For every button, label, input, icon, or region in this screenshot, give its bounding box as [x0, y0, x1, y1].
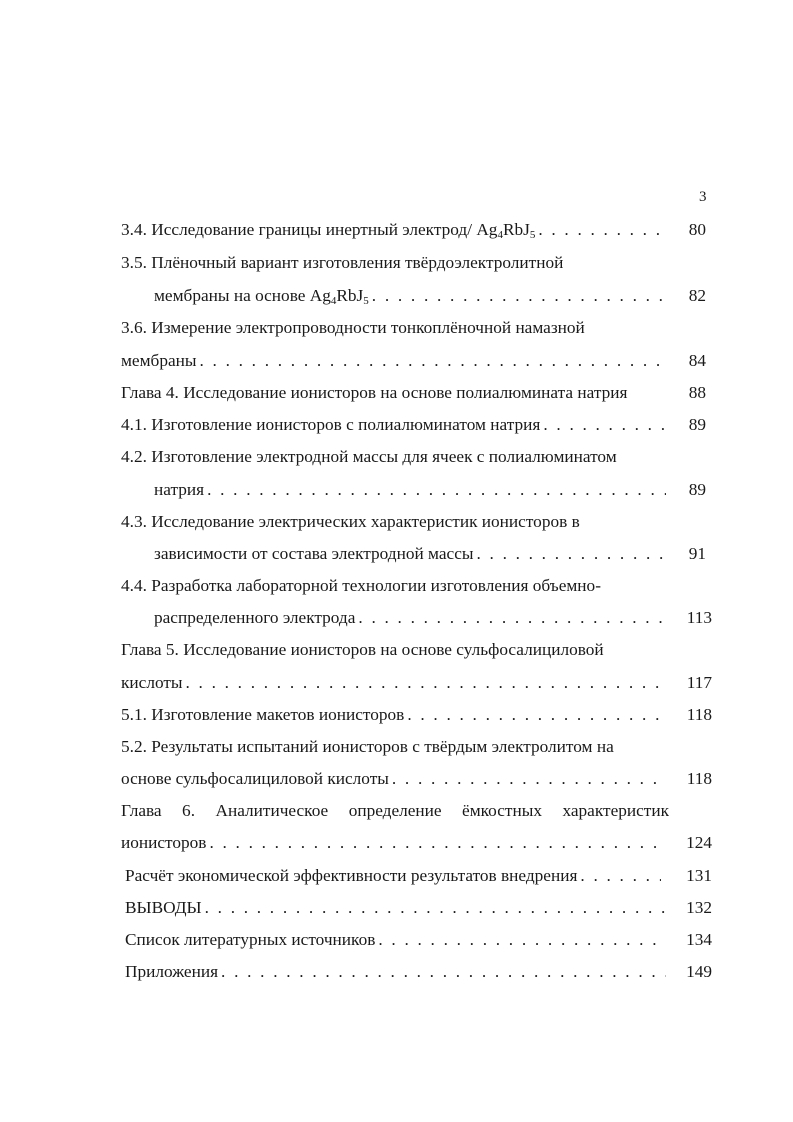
toc-entry-4-2[interactable] — [121, 445, 666, 469]
toc-entry-text: 4.1. Изготовление ионисторов с полиалюминатом натрия — [121, 415, 541, 434]
toc-entry-text: ВЫВОДЫ — [125, 898, 202, 917]
toc-entry-4-3[interactable] — [121, 510, 666, 534]
toc-page: 149 — [686, 962, 712, 981]
toc-entry-text: Список литературных источников — [125, 930, 376, 949]
toc-entry-text: 5.2. Результаты испытаний ионисторов с твёрдым электролитом на — [121, 737, 614, 756]
toc-entry-4-1[interactable] — [121, 413, 666, 437]
leader-dots — [404, 703, 666, 727]
toc-entry-4-4-cont[interactable] — [154, 606, 666, 630]
toc-entry-text: Глава 4. Исследование ионисторов на основе полиалюмината натрия — [121, 383, 628, 402]
page-number: 3 — [699, 189, 707, 205]
toc-entry-chapter-6-cont[interactable] — [121, 831, 666, 855]
toc-entry-text: натрия — [154, 480, 205, 499]
chem-ag: Ag — [476, 220, 498, 239]
toc-entry-text: кислоты — [121, 673, 183, 692]
toc-entry-text: мембраны на основе — [154, 286, 310, 305]
toc-page: 118 — [686, 769, 712, 788]
toc-entry-appendices[interactable] — [125, 960, 666, 984]
leader-dots — [197, 349, 666, 373]
leader-dots — [218, 960, 666, 984]
leader-dots — [369, 284, 666, 308]
toc-entry-text: Глава 6. Аналитическое определение ёмкостных характеристик — [121, 801, 669, 820]
toc-entry-chapter-4[interactable] — [121, 381, 666, 405]
toc-page: 80 — [688, 220, 706, 239]
leader-dots — [375, 928, 666, 952]
toc-page: 117 — [686, 673, 712, 692]
toc-entry-3-4[interactable] — [121, 218, 666, 242]
toc-entry-text: ионисторов — [121, 833, 207, 852]
toc-entry-text: зависимости от состава электродной массы — [154, 544, 474, 563]
leader-dots — [183, 671, 666, 695]
toc-entry-3-5[interactable] — [121, 251, 666, 275]
toc-page: 118 — [686, 705, 712, 724]
leader-dots — [389, 767, 666, 791]
leader-dots — [540, 413, 666, 437]
toc-entry-text: Глава 5. Исследование ионисторов на основе сульфосалициловой — [121, 640, 604, 659]
chem-ag: Ag — [309, 286, 331, 305]
toc-entry-chapter-5-cont[interactable] — [121, 671, 666, 695]
toc-page: 84 — [688, 351, 706, 370]
toc-entry-text: 5.1. Изготовление макетов ионисторов — [121, 705, 405, 724]
toc-page: 134 — [686, 930, 712, 949]
toc-entry-text: 3.4. Исследование границы инертный электрод/ — [121, 220, 477, 239]
toc-entry-text: основе сульфосалициловой кислоты — [121, 769, 389, 788]
toc-entry-text: 4.3. Исследование электрических характеристик ионисторов в — [121, 512, 580, 531]
toc-entry-references[interactable] — [125, 928, 666, 952]
toc-entry-3-5-cont[interactable] — [154, 284, 666, 308]
toc-entry-text: Приложения — [125, 962, 219, 981]
toc-page: 91 — [688, 544, 706, 563]
chem-sub-5: 5 — [363, 295, 369, 307]
toc-page: 132 — [686, 898, 712, 917]
chem-sub-4: 4 — [497, 229, 503, 241]
toc-entry-text: 3.5. Плёночный вариант изготовления твёрдоэлектролитной — [121, 253, 564, 272]
toc-page: 124 — [686, 833, 712, 852]
toc-entry-chapter-5[interactable] — [121, 638, 666, 662]
toc-entry-text: 4.2. Изготовление электродной массы для ячеек с полиалюминатом — [121, 447, 617, 466]
toc-entry-text: Расчёт экономической эффективности результатов внедрения — [125, 866, 578, 885]
leader-dots — [202, 896, 666, 920]
leader-dots — [204, 478, 666, 502]
leader-dots — [535, 218, 666, 242]
toc-page: 82 — [688, 286, 706, 305]
toc-entry-economics[interactable] — [125, 864, 661, 888]
toc-entry-chapter-6[interactable] — [121, 799, 669, 823]
toc-page: 131 — [686, 866, 712, 885]
toc-entry-3-6-cont[interactable] — [121, 349, 666, 373]
toc-page: 89 — [688, 480, 706, 499]
leader-dots — [473, 542, 666, 566]
toc-page: 113 — [686, 608, 712, 627]
chem-sub-5: 5 — [529, 229, 536, 241]
chem-sub-4: 4 — [330, 295, 337, 307]
toc-entry-4-4[interactable] — [121, 574, 666, 598]
toc-entry-5-1[interactable] — [121, 703, 666, 727]
toc-entry-text: распределенного электрода — [154, 608, 356, 627]
toc-entry-5-2[interactable] — [121, 735, 666, 759]
toc-entry-4-3-cont[interactable] — [154, 542, 666, 566]
toc-entry-5-2-cont[interactable] — [121, 767, 666, 791]
toc-page: 88 — [688, 383, 706, 402]
toc-entry-text: 3.6. Измерение электропроводности тонкоплёночной намазной — [121, 318, 585, 337]
toc-entry-conclusions[interactable] — [125, 896, 666, 920]
chem-rbj: RbJ — [336, 286, 364, 305]
leader-dots — [577, 864, 661, 888]
toc-entry-text: мембраны — [121, 351, 197, 370]
toc-entry-4-2-cont[interactable] — [154, 478, 666, 502]
leader-dots — [206, 831, 666, 855]
toc-entry-text: 4.4. Разработка лабораторной технологии изготовления объемно- — [121, 576, 601, 595]
toc-entry-3-6[interactable] — [121, 316, 666, 340]
leader-dots — [355, 606, 666, 630]
toc-page: 89 — [688, 415, 706, 434]
chem-rbj: RbJ — [502, 220, 530, 239]
